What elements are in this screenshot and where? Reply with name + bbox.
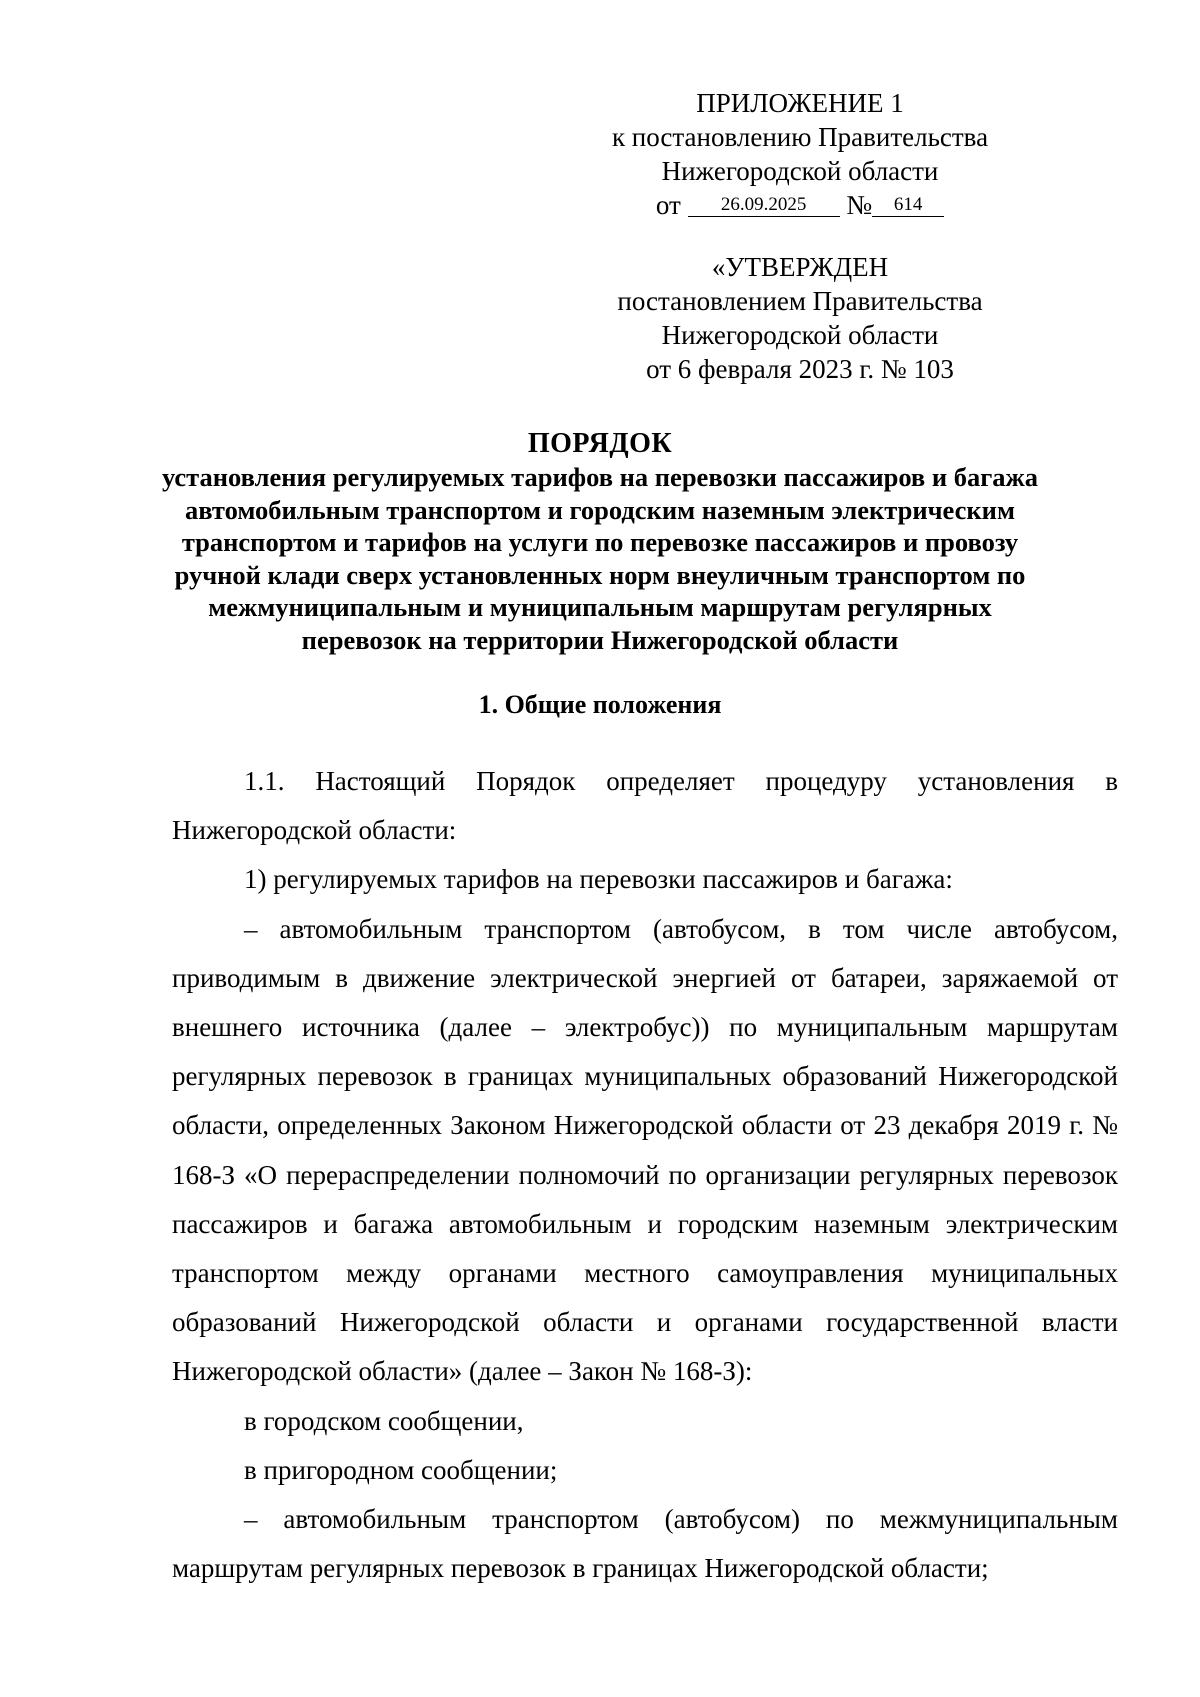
title-sub-line: межмуниципальным и муниципальным маршрутам регулярных: [208, 592, 992, 622]
title-sub-line: установления регулируемых тарифов на перевозки пассажиров и багажа: [161, 462, 1039, 492]
paragraph: – автомобильным транспортом (автобусом) по межмуниципальным маршрутам регулярных перевозок в границах Нижегородской области;: [172, 1504, 1118, 1584]
appendix-date-line: [560, 188, 1040, 222]
number-sign: №: [846, 190, 873, 220]
section-heading: 1. Общие положения: [478, 690, 722, 719]
approved-block: [560, 250, 1040, 386]
title-sub-line: ручной клади сверх установленных норм внеуличным транспортом по: [174, 559, 1026, 590]
date-field: 26.09.2025: [688, 194, 840, 217]
document-title: [140, 427, 1060, 656]
number-field: 614: [872, 194, 944, 217]
appendix-line-3: Нижегородской области: [661, 156, 939, 186]
paragraph: 1) регулируемых тарифов на перевозки пассажиров и багажа:: [244, 864, 953, 895]
approved-line-4: от 6 февраля 2023 г. № 103: [646, 354, 954, 384]
approved-line-2: постановлением Правительства: [617, 286, 983, 316]
title-main: ПОРЯДОК: [527, 428, 673, 459]
title-sub-line: перевозок на территории Нижегородской области: [301, 624, 899, 655]
paragraph: – автомобильным транспортом (автобусом, в том числе автобусом, приводимым в движение электрической энергией от батареи, заряжаемой от внешнего источника (далее – электробус)) по муниципальным маршрутам регулярных перевозок в границах муниципальных образований Нижегородской области, определенных Законом Нижегородской области от 23 декабря 2019 г. № 168-З «О перераспределении полномочий по организации регулярных перевозок пассажиров и багажа автомобильным и городским наземным электрическим транспортом между органами местного самоуправления муниципальных образований Нижегородской области и органами государственной власти Нижегородской области» (далее – Закон № 168-З):: [172, 913, 1118, 1387]
title-sub-line: автомобильным транспортом и городским наземным электрическим: [185, 494, 1015, 525]
paragraph: в городском сообщении,: [244, 1405, 524, 1436]
approved-line-1: «УТВЕРЖДЕН: [711, 252, 889, 282]
appendix-block: [560, 86, 1040, 222]
document-body: [172, 757, 1118, 1593]
date-prefix: от: [655, 190, 681, 220]
title-sub-line: транспортом и тарифов на услуги по перевозке пассажиров и провозу: [181, 527, 1019, 557]
appendix-title: ПРИЛОЖЕНИЕ 1: [696, 88, 904, 118]
approved-line-3: Нижегородской области: [661, 320, 939, 350]
paragraph: 1.1. Настоящий Порядок определяет процедуру установления в Нижегородской области:: [172, 766, 1118, 846]
appendix-line-2: к постановлению Правительства: [611, 122, 989, 152]
paragraph: в пригородном сообщении;: [244, 1454, 558, 1485]
